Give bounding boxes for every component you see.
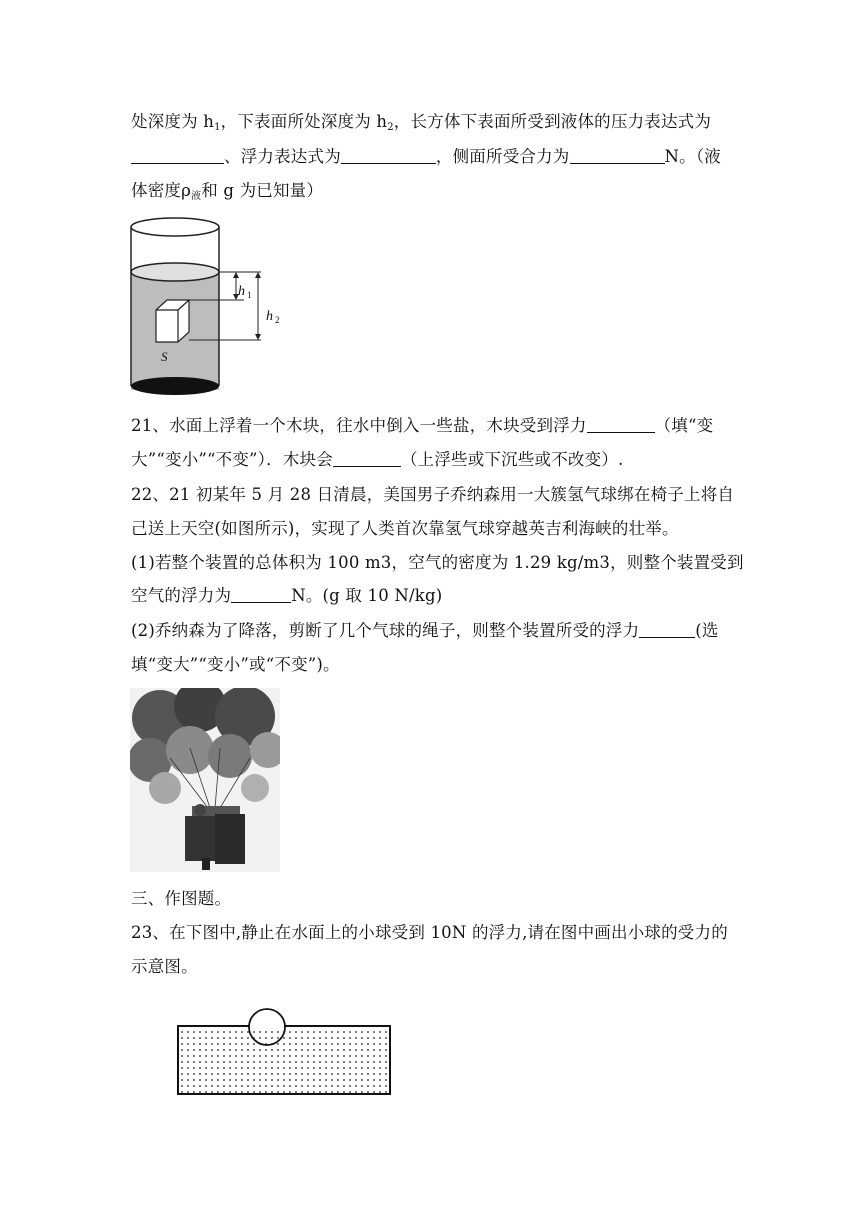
subscript: 2 xyxy=(387,122,394,133)
water-ball-diagram xyxy=(174,1006,394,1098)
text-segment: 22、21 初某年 5 月 28 日清晨，美国男子乔纳森用一大簇氢气球绑在椅子上将自 xyxy=(131,485,735,504)
h2-label: h xyxy=(266,309,273,324)
text-segment: 、浮力表达式为 xyxy=(224,147,341,166)
q22-part2-line-2 xyxy=(131,654,340,676)
cylinder-top-rim xyxy=(131,218,219,236)
answer-blank[interactable] xyxy=(639,621,695,638)
q22-part1-line-2 xyxy=(131,585,442,607)
section-3-title xyxy=(131,888,231,910)
text-line-3 xyxy=(131,180,323,202)
h2-subscript: 2 xyxy=(275,315,280,325)
s-label: S xyxy=(161,349,168,364)
text-segment: 体密度ρ xyxy=(131,181,192,200)
text-line-2 xyxy=(131,146,721,168)
h1-subscript: 1 xyxy=(247,290,252,300)
text-segment: 大”“变小”“不变”）．木块会 xyxy=(131,450,333,469)
text-segment: （填“变 xyxy=(654,416,714,435)
q22-part2-line-1 xyxy=(131,620,719,642)
q22-line-2 xyxy=(131,518,679,540)
q22-part1-line-1 xyxy=(131,552,744,574)
answer-blank[interactable] xyxy=(333,450,401,467)
subscript: 1 xyxy=(214,122,221,133)
answer-blank[interactable] xyxy=(131,147,224,164)
text-segment: 填“变大”“变小”或“不变”)。 xyxy=(131,655,340,674)
text-segment: (1)若整个装置的总体积为 100 m3，空气的密度为 1.29 kg/m3，则整个装置受到 xyxy=(131,553,744,572)
text-segment: 己送上天空(如图所示)，实现了人类首次靠氢气球穿越英吉利海峡的壮举。 xyxy=(131,519,679,538)
balloon-photo xyxy=(130,688,280,876)
h1-label: h xyxy=(238,284,245,299)
text-segment: 空气的浮力为 xyxy=(131,586,232,605)
text-segment: 处深度为 h xyxy=(131,112,215,131)
q21-line-2 xyxy=(131,449,623,471)
text-segment: （上浮些或下沉些或不改变）. xyxy=(400,450,624,469)
answer-blank[interactable] xyxy=(341,147,436,164)
text-segment: (选 xyxy=(695,621,719,640)
text-segment: 示意图。 xyxy=(131,957,198,976)
liquid-surface xyxy=(131,263,219,281)
text-segment: (2)乔纳森为了降落，剪断了几个气球的绳子，则整个装置所受的浮力 xyxy=(131,621,640,640)
q23-line-2 xyxy=(131,956,198,978)
text-segment: ，侧面所受合力为 xyxy=(435,147,570,166)
answer-blank[interactable] xyxy=(570,147,665,164)
text-segment: 三、作图题。 xyxy=(131,889,232,908)
text-segment: N。（液 xyxy=(664,147,722,166)
water-ball-figure xyxy=(174,1006,394,1102)
text-line-1 xyxy=(131,111,711,133)
text-segment: 21、水面上浮着一个木块，往水中倒入一些盐，木块受到浮力 xyxy=(131,416,587,435)
cylinder-bottom xyxy=(131,377,219,395)
q21-line-1 xyxy=(131,415,713,437)
water-tank xyxy=(178,1026,390,1094)
q23-line-1 xyxy=(131,922,728,944)
text-segment: 和 g 为已知量） xyxy=(201,181,324,200)
cylinder-figure xyxy=(128,214,298,403)
text-segment: N。(g 取 10 N/kg) xyxy=(291,586,443,605)
block xyxy=(156,300,189,342)
text-segment: ，下表面所处深度为 h xyxy=(220,112,388,131)
text-segment: 23、在下图中,静止在水面上的小球受到 10N 的浮力,请在图中画出小球的受力的 xyxy=(131,923,728,942)
answer-blank[interactable] xyxy=(231,586,291,603)
cylinder-diagram xyxy=(128,214,298,399)
balloon-photo-drawing xyxy=(130,688,280,872)
subscript: 液 xyxy=(191,191,202,202)
text-segment: ，长方体下表面所受到液体的压力表达式为 xyxy=(393,112,712,131)
q22-line-1 xyxy=(131,484,734,506)
answer-blank[interactable] xyxy=(587,416,655,433)
